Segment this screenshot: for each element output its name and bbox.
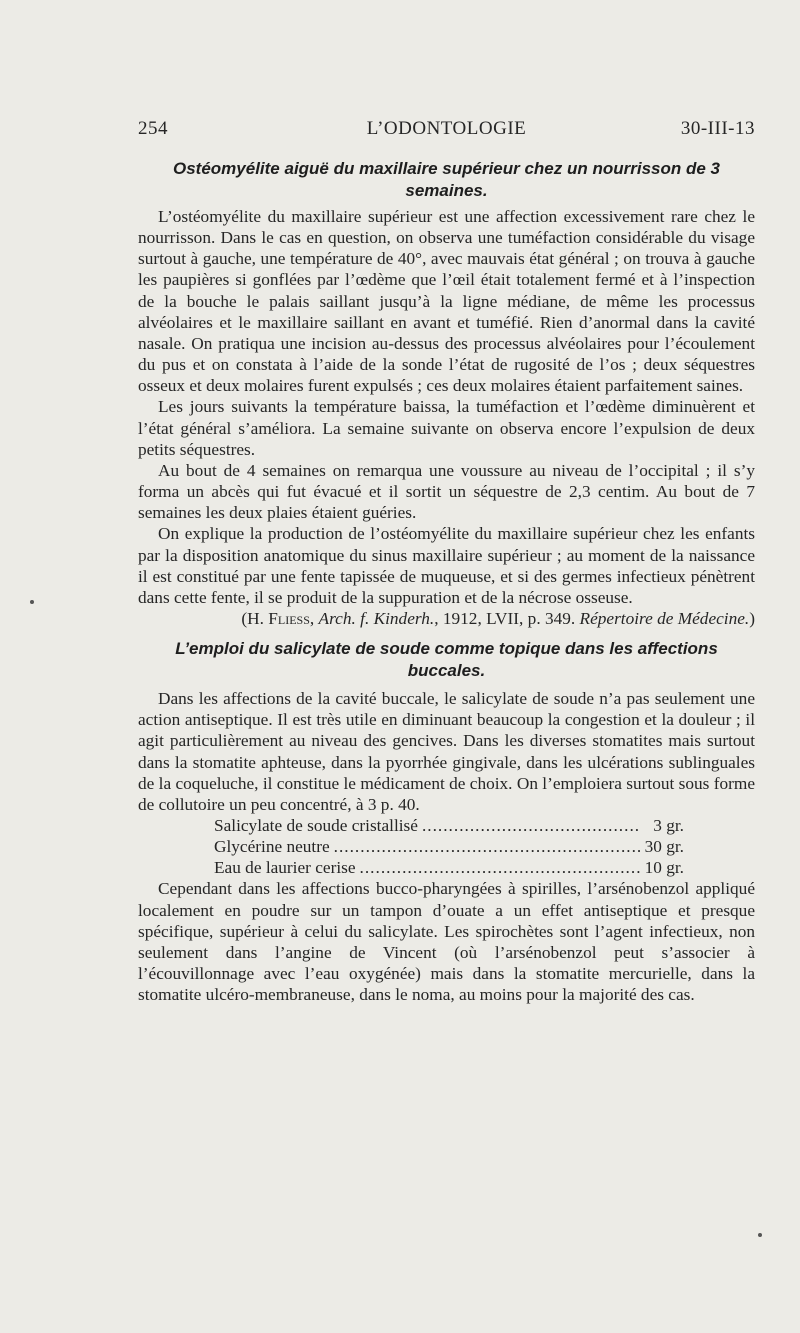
ingredient-name: Glycérine neutre [214, 837, 330, 857]
citation-open: (H. [241, 608, 269, 628]
ingredient-name: Salicylate de soude cristallisé [214, 816, 418, 836]
issue-date: 30-III-13 [680, 118, 755, 139]
running-header [138, 118, 755, 142]
paper-speck [30, 600, 34, 604]
prescription-item [214, 815, 684, 836]
article1-paragraph: On explique la production de l’ostéomyélite du maxillaire supérieur chez les enfants par la disposition anatomique du sinus maxillaire supérieur ; au moment de la naissance il est constitué par une fente tapissée de muqueuse, et si des germes infectieux pénètrent dans cette fente, il se produit de la suppuration et de la nécrose osseuse. [138, 524, 755, 607]
citation-source: Répertoire de Médecine. [579, 608, 750, 628]
prescription-list [214, 815, 684, 878]
ingredient-name: Eau de laurier cerise [214, 858, 356, 878]
citation-details: , 1912, LVII, p. 349. [434, 608, 580, 628]
citation-journal: Arch. f. Kinderh. [318, 608, 435, 628]
prescription-item [214, 836, 684, 857]
article1-title: Ostéomyélite aiguë du maxillaire supérieur chez un nourrisson de 3 semaines. [173, 159, 720, 200]
article2-title: L’emploi du salicylate de soude comme topique dans les affections buccales. [175, 639, 718, 681]
page-body [138, 158, 755, 1005]
article1-citation [138, 608, 755, 629]
journal-title: L’ODONTOLOGIE [366, 118, 527, 139]
prescription-item [214, 857, 684, 878]
ingredient-quantity: 10 gr. [644, 858, 684, 878]
article2-closing-paragraph: Cependant dans les affections bucco-pharyngées à spirilles, l’arsénobenzol appliqué localement en poudre sur un tampon d’ouate a un effet antiseptique et presque spécifique, supérieur à celui du salicylate. Les spirochètes sont l’agent infectieux, non seulement dans l’angine de Vincent (où l’arsénobenzol peut s’associer à l’écouvillonnage avec l’eau oxygénée) mais dans la stomatite mercurielle, dans la stomatite ulcéro-membraneuse, dans le noma, au moins pour la majorité des cas. [138, 879, 755, 1005]
citation-separator: , [309, 608, 319, 628]
paper-speck [758, 1233, 762, 1237]
page-number: 254 [138, 118, 168, 139]
article1-paragraph: L’ostéomyélite du maxillaire supérieur est une affection excessivement rare chez le nourrisson. Dans le cas en question, on observa une tuméfaction considérable du visage surtout à gauche, une température de 40°, avec mauvais état général ; on trouva à gauche les paupières si gonflées par l’œdème que l’œil était totalement fermé et à l’inspection de la bouche le palais saillant jusqu’à la ligne médiane, de même les processus alvéolaires et le maxillaire saillant en avant et tuméfié. Rien d’anormal dans la cavité nasale. On pratiqua une incision au-dessus des processus alvéolaires pour l’écoulement du pus et on constata à l’aide de la sonde l’état de rugosité de l’os ; deux séquestres osseux et deux molaires furent expulsés ; ces deux molaires étaient parfaitement saines. [138, 207, 755, 396]
dot-leader [334, 836, 640, 857]
citation-close: ) [749, 608, 755, 628]
dot-leader [360, 857, 640, 878]
dot-leader [422, 815, 640, 836]
article1-paragraph: Au bout de 4 semaines on remarqua une voussure au niveau de l’occipital ; il s’y forma un abcès qui fut évacué et il sortit un séquestre de 2,3 centim. Au bout de 7 semaines les deux plaies étaient guéries. [138, 460, 755, 523]
article1-paragraph: Les jours suivants la température baissa, la tuméfaction et l’œdème diminuèrent et l’état général s’améliora. La semaine suivante on observa encore l’expulsion de deux petits séquestres. [138, 397, 755, 459]
citation-author: Fliess [268, 608, 310, 628]
ingredient-quantity: 3 gr. [653, 816, 684, 836]
ingredient-quantity: 30 gr. [644, 837, 684, 857]
article2-paragraph: Dans les affections de la cavité buccale, le salicylate de soude n’a pas seulement une action antiseptique. Il est très utile en diminuant beaucoup la congestion et la douleur ; il agit particulièrement au niveau des gencives. Dans les diverses stomatites mais surtout dans la stomatite aphteuse, dans la pyorrhée gingivale, dans les ulcérations sublinguales de la coqueluche, il constitue le médicament de choix. On l’emploiera surtout sous forme de collutoire un peu concentré, à 3 p. 40. [138, 689, 755, 814]
